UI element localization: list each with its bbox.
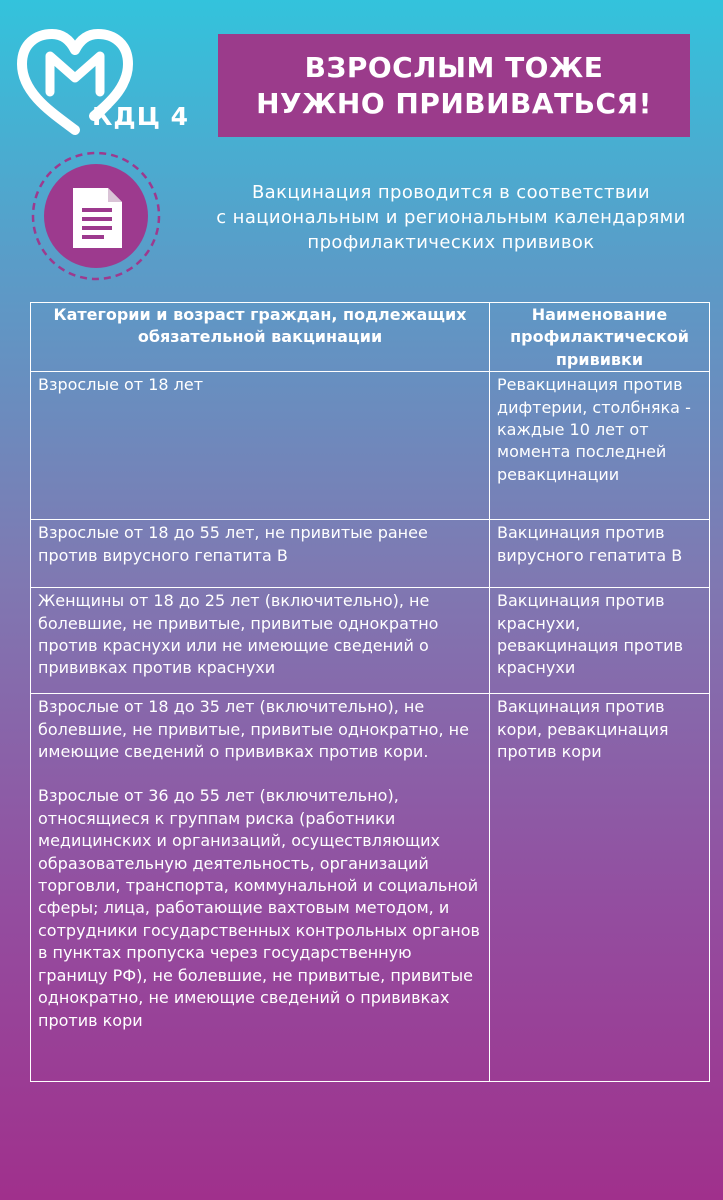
vaccine-cell: Вакцинация против вирусного гепатита В	[490, 520, 710, 588]
category-cell	[31, 694, 490, 1082]
intro-line-2: с национальным и региональным календарями	[216, 207, 686, 228]
intro-line-1: Вакцинация проводится в соответствии	[251, 182, 651, 203]
logo	[14, 28, 194, 138]
title-line-1: ВЗРОСЛЫМ ТОЖЕ	[304, 50, 604, 84]
vaccine-cell: Вакцинация против кори, ревакцинация против кори	[490, 694, 710, 1082]
intro-line-3: профилактических прививок	[307, 232, 595, 253]
category-cell: Взрослые от 18 лет	[31, 372, 490, 520]
title-banner	[218, 34, 690, 137]
vaccination-table	[30, 302, 710, 1082]
vaccine-cell: Вакцинация против краснухи, ревакцинация против краснухи	[490, 588, 710, 694]
vaccine-cell: Ревакцинация против дифтерии, столбняка - каждые 10 лет от момента последней ревакцинации	[490, 372, 710, 520]
document-icon	[30, 150, 162, 282]
logo-text: КДЦ 4	[92, 102, 189, 131]
table-row	[31, 694, 710, 1082]
category-paragraph: Взрослые от 18 до 35 лет (включительно), не болевшие, не привитые, привитые однократно, не имеющие сведений о прививках против кори.	[38, 697, 469, 762]
page-title	[256, 50, 652, 122]
table-row	[31, 588, 710, 694]
category-cell: Взрослые от 18 до 55 лет, не привитые ранее против вирусного гепатита В	[31, 520, 490, 588]
title-line-2: НУЖНО ПРИВИВАТЬСЯ!	[256, 86, 652, 120]
table-header-row	[31, 303, 710, 372]
intro-text	[196, 180, 706, 255]
header-category: Категории и возраст граждан, подлежащих обязательной вакцинации	[31, 303, 490, 372]
category-paragraph: Взрослые от 36 до 55 лет (включительно), относящиеся к группам риска (работники медицинских и организаций, осуществляющих образовательную деятельность, организаций торговли, транспорта, коммунальной и социальной сферы; лица, работающие вахтовым методом, и сотрудники государственных контрольных органов в пунктах пропуска через государственную границу РФ), не болевшие, не привитые, привитые однократно, не имеющие сведений о прививках против кори	[38, 786, 480, 1030]
table-row	[31, 520, 710, 588]
header-vaccine: Наименование профилактической прививки	[490, 303, 710, 372]
category-cell: Женщины от 18 до 25 лет (включительно), не болевшие, не привитые, привитые однократно против краснухи или не имеющие сведений о прививках против краснухи	[31, 588, 490, 694]
table-row	[31, 372, 710, 520]
